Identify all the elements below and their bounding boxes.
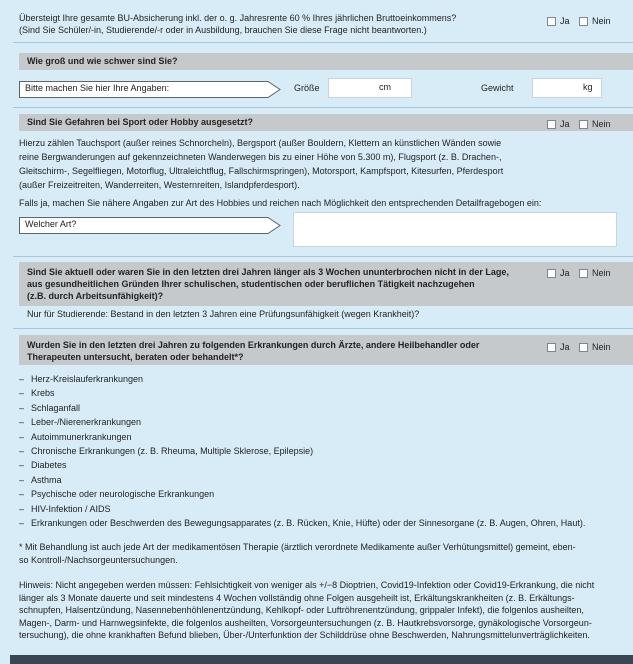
list-item-label: Autoimmunerkrankungen — [31, 431, 132, 442]
list-item-label: Leber-/Nierenerkrankungen — [31, 417, 142, 428]
sport-yes-option[interactable] — [547, 119, 570, 129]
list-item-label: HIV-Infektion / AIDS — [31, 503, 111, 514]
income-question: Übersteigt Ihre gesamte BU-Absicherung inkl. der o. g. Jahresrente 60 % Ihres jährlichen Bruttoeinkommens? — [19, 13, 457, 23]
no-label: Nein — [592, 119, 611, 129]
treatment-heading — [19, 335, 633, 365]
list-item-label: Psychische oder neurologische Erkrankungen — [31, 489, 215, 500]
footnote-line: so Kontroll-/Nachsorgeuntersuchungen. — [19, 554, 178, 565]
list-item-label: Erkrankungen oder Beschwerden des Bewegungsapparates (z. B. Rücken, Knie, Hüfte) oder der Sinnesorgane (z. B. Augen, Ohren, Haut). — [31, 517, 586, 528]
treatment-heading-line: Therapeuten untersucht, beraten oder behandelt*? — [27, 352, 244, 362]
window-bottom-bar — [0, 655, 633, 664]
hint-line: Magen-, Darm- und Harnwegsinfekte, die folgenlos ausheilten, Vorsorgeuntersuchungen (z. B. Hautkrebsvorsorge, gynäkologische Vorsorgeun- — [19, 617, 592, 628]
list-item-label: Herz-Kreislauferkrankungen — [31, 374, 144, 384]
sport-yes-checkbox[interactable] — [547, 120, 556, 129]
yes-label: Ja — [560, 119, 570, 129]
sport-text-line: Gleitschirm-, Segelfliegen, Motorflug, Ultraleichtflug, Fallschirmspringen), Motorsport, Kampfsport, Kitesurfen, Pferdesport — [19, 166, 504, 176]
list-item: – HIV-Infektion / AIDS — [19, 503, 111, 514]
list-item: – Autoimmunerkrankungen — [19, 431, 132, 442]
list-item: – Schlaganfall — [19, 402, 81, 413]
size-prompt-label: Bitte machen Sie hier Ihre Angaben: — [25, 83, 170, 93]
footnote-line: * Mit Behandlung ist auch jede Art der medikamentösen Therapie (ärztlich verordnete Medikamente außer Verhütungsmittel) gemeint, eben- — [19, 542, 576, 552]
work-heading-line: aus gesundheitlichen Gründen Ihrer schulischen, studentischen oder beruflichen Tätigkeit nachzugehen — [27, 279, 475, 289]
work-no-checkbox[interactable] — [579, 269, 588, 278]
sport-text-line: (außer Freizeitreiten, Wanderreiten, Westernreiten, Islandpferdesport). — [19, 180, 300, 190]
list-item: – Krebs — [19, 388, 55, 399]
income-no-option[interactable] — [579, 16, 611, 26]
work-yes-option[interactable] — [547, 268, 570, 278]
income-no-checkbox[interactable] — [579, 17, 588, 26]
income-question-note: (Sind Sie Schüler/-in, Studierende/-r oder in Ausbildung, brauchen Sie diese Frage nicht beantworten.) — [19, 25, 427, 35]
weight-unit: kg — [583, 82, 593, 92]
list-item: – Erkrankungen oder Beschwerden des Bewegungsapparates (z. B. Rücken, Knie, Hüfte) oder der Sinnesorgane (z. B. Augen, Ohren, Haut). — [19, 517, 586, 528]
sport-prompt-label: Welcher Art? — [25, 219, 77, 229]
bar-cover — [0, 655, 10, 664]
work-heading — [19, 262, 633, 306]
list-item-label: Krebs — [31, 388, 55, 399]
height-unit: cm — [379, 82, 391, 92]
list-item: – Psychische oder neurologische Erkrankungen — [19, 489, 215, 500]
sport-answer-input[interactable] — [293, 212, 617, 247]
no-label: Nein — [592, 16, 611, 26]
list-item: – Leber-/Nierenerkrankungen — [19, 417, 142, 428]
height-label: Größe — [294, 83, 320, 93]
list-item: – Diabetes — [19, 460, 67, 471]
work-student-note: Nur für Studierende: Bestand in den letzten 3 Jahren eine Prüfungsunfähigkeit (wegen Krankheit)? — [27, 309, 420, 319]
income-yes-checkbox[interactable] — [547, 17, 556, 26]
treatment-yes-option[interactable] — [547, 342, 570, 352]
treatment-hint — [19, 579, 594, 642]
list-item-label: Schlaganfall — [31, 402, 81, 413]
size-heading: Wie groß und wie schwer sind Sie? — [19, 53, 633, 70]
sport-text-line: reine Bergwanderungen auf gekennzeichneten Wanderwegen bis zu einer Höhe von 5.300 m), Flugsport (z. B. Drachen-, — [19, 152, 502, 162]
disease-list — [19, 372, 585, 530]
hint-line: länger als 3 Monate dauerte und seit mindestens 4 Wochen vollständig ohne Folgen ausgeheilt ist, Erkältungskrankheiten (z. B. Erkältungs- — [19, 592, 575, 603]
yes-label: Ja — [560, 342, 570, 352]
no-label: Nein — [592, 268, 611, 278]
height-input[interactable] — [328, 78, 412, 98]
list-item: – Chronische Erkrankungen (z. B. Rheuma, Multiple Sklerose, Epilepsie) — [19, 445, 314, 456]
yes-label: Ja — [560, 268, 570, 278]
treatment-footnote — [19, 541, 576, 566]
hint-line: tersuchung), die ohne krankhaften Befund blieben, Über-/Unterfunktion der Schilddrüse ohne Beschwerden, Nahrungsmittelunverträglichkeiten. — [19, 630, 590, 640]
weight-label: Gewicht — [481, 83, 514, 93]
list-item: – Herz-Kreislauferkrankungen — [19, 374, 144, 384]
work-no-option[interactable] — [579, 268, 611, 278]
health-questionnaire — [13, 0, 628, 652]
divider — [13, 42, 633, 43]
work-heading-line: Sind Sie aktuell oder waren Sie in den letzten drei Jahren länger als 3 Wochen ununterbrochen nicht in der Lage, — [27, 267, 509, 277]
divider — [13, 107, 633, 108]
sport-no-checkbox[interactable] — [579, 120, 588, 129]
work-yes-checkbox[interactable] — [547, 269, 556, 278]
divider — [13, 328, 633, 329]
size-prompt — [19, 81, 279, 97]
income-yes-option[interactable] — [547, 16, 570, 26]
sport-no-option[interactable] — [579, 119, 611, 129]
work-heading-line: (z.B. durch Arbeitsunfähigkeit)? — [27, 291, 164, 301]
treatment-yes-checkbox[interactable] — [547, 343, 556, 352]
list-item-label: Chronische Erkrankungen (z. B. Rheuma, Multiple Sklerose, Epilepsie) — [31, 445, 314, 456]
list-item-label: Diabetes — [31, 460, 67, 471]
yes-label: Ja — [560, 16, 570, 26]
sport-note: Falls ja, machen Sie nähere Angaben zur Art des Hobbies und reichen nach Möglichkeit den entsprechenden Detailfragebogen ein: — [19, 198, 542, 208]
hint-line: Hinweis: Nicht angegeben werden müssen: Fehlsichtigkeit von weniger als +/−8 Dioptrien, Covid19-Infektion oder Covid19-Erkrankung, die nicht — [19, 580, 595, 590]
sport-heading: Sind Sie Gefahren bei Sport oder Hobby ausgesetzt? — [19, 114, 633, 131]
sport-prompt — [19, 217, 279, 233]
list-item: – Asthma — [19, 474, 62, 485]
treatment-heading-line: Wurden Sie in den letzten drei Jahren zu folgenden Erkrankungen durch Ärzte, andere Heilbehandler oder — [27, 340, 480, 350]
list-item-label: Asthma — [31, 474, 62, 485]
divider — [13, 256, 633, 257]
treatment-no-checkbox[interactable] — [579, 343, 588, 352]
hint-line: schnupfen, Halsentzündung, Nasennebenhöhlenentzündung, Kehlkopf- oder Luftröhrenentzündung, grippaler Infekt), die folgenlos ausheilten, — [19, 605, 584, 615]
no-label: Nein — [592, 342, 611, 352]
treatment-no-option[interactable] — [579, 342, 611, 352]
sport-text-line: Hierzu zählen Tauchsport (außer reines Schnorcheln), Bergsport (außer Bouldern, Klettern an künstlichen Wänden sowie — [19, 138, 502, 148]
